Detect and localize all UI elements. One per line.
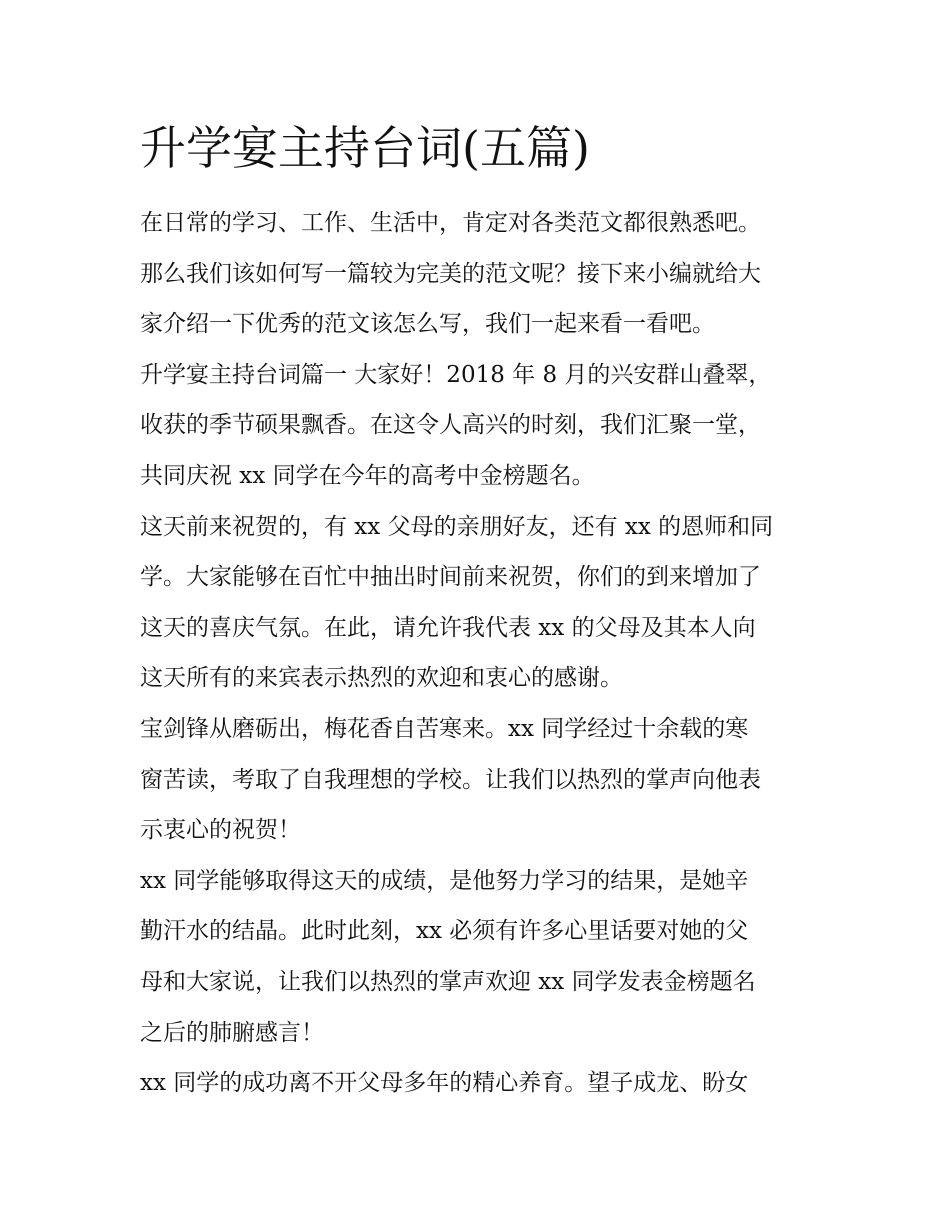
- text-line: 宝剑锋从磨砺出，梅花香自苦寒来。xx 同学经过十余载的寒: [140, 715, 749, 742]
- text-line: 示衷心的祝贺！: [140, 817, 301, 844]
- text-line: xx 同学能够取得这天的成绩，是他努力学习的结果，是她辛: [140, 867, 749, 894]
- text-line: xx 同学的成功离不开父母多年的精心养育。望子成龙、盼女: [140, 1070, 749, 1097]
- text-line: 窗苦读，考取了自我理想的学校。让我们以热烈的掌声向他表: [140, 766, 761, 793]
- document-title: 升学宴主持台词(五篇): [140, 121, 590, 175]
- text-line: 共同庆祝 xx 同学在今年的高考中金榜题名。: [140, 462, 595, 489]
- text-line: 之后的肺腑感言！: [140, 1019, 324, 1046]
- text-line: 升学宴主持台词篇一 大家好！2018 年 8 月的兴安群山叠翠，: [140, 361, 772, 388]
- text-line: 那么我们该如何写一篇较为完美的范文呢？接下来小编就给大: [140, 260, 761, 287]
- text-line: 收获的季节硕果飘香。在这令人高兴的时刻，我们汇聚一堂，: [140, 412, 761, 439]
- document-body: [140, 198, 830, 1109]
- text-line: 家介绍一下优秀的范文该怎么写，我们一起来看一看吧。: [140, 311, 715, 338]
- text-line: 学。大家能够在百忙中抽出时间前来祝贺，你们的到来增加了: [140, 564, 761, 591]
- text-line: 母和大家说，让我们以热烈的掌声欢迎 xx 同学发表金榜题名: [140, 968, 756, 995]
- text-line: 勤汗水的结晶。此时此刻，xx 必须有许多心里话要对她的父: [140, 918, 749, 945]
- text-line: 这天前来祝贺的，有 xx 父母的亲朋好友，还有 xx 的恩师和同: [140, 513, 774, 540]
- text-line: 这天所有的来宾表示热烈的欢迎和衷心的感谢。: [140, 665, 623, 692]
- text-line: 这天的喜庆气氛。在此，请允许我代表 xx 的父母及其本人向: [140, 614, 756, 641]
- text-line: 在日常的学习、工作、生活中，肯定对各类范文都很熟悉吧。: [140, 210, 761, 236]
